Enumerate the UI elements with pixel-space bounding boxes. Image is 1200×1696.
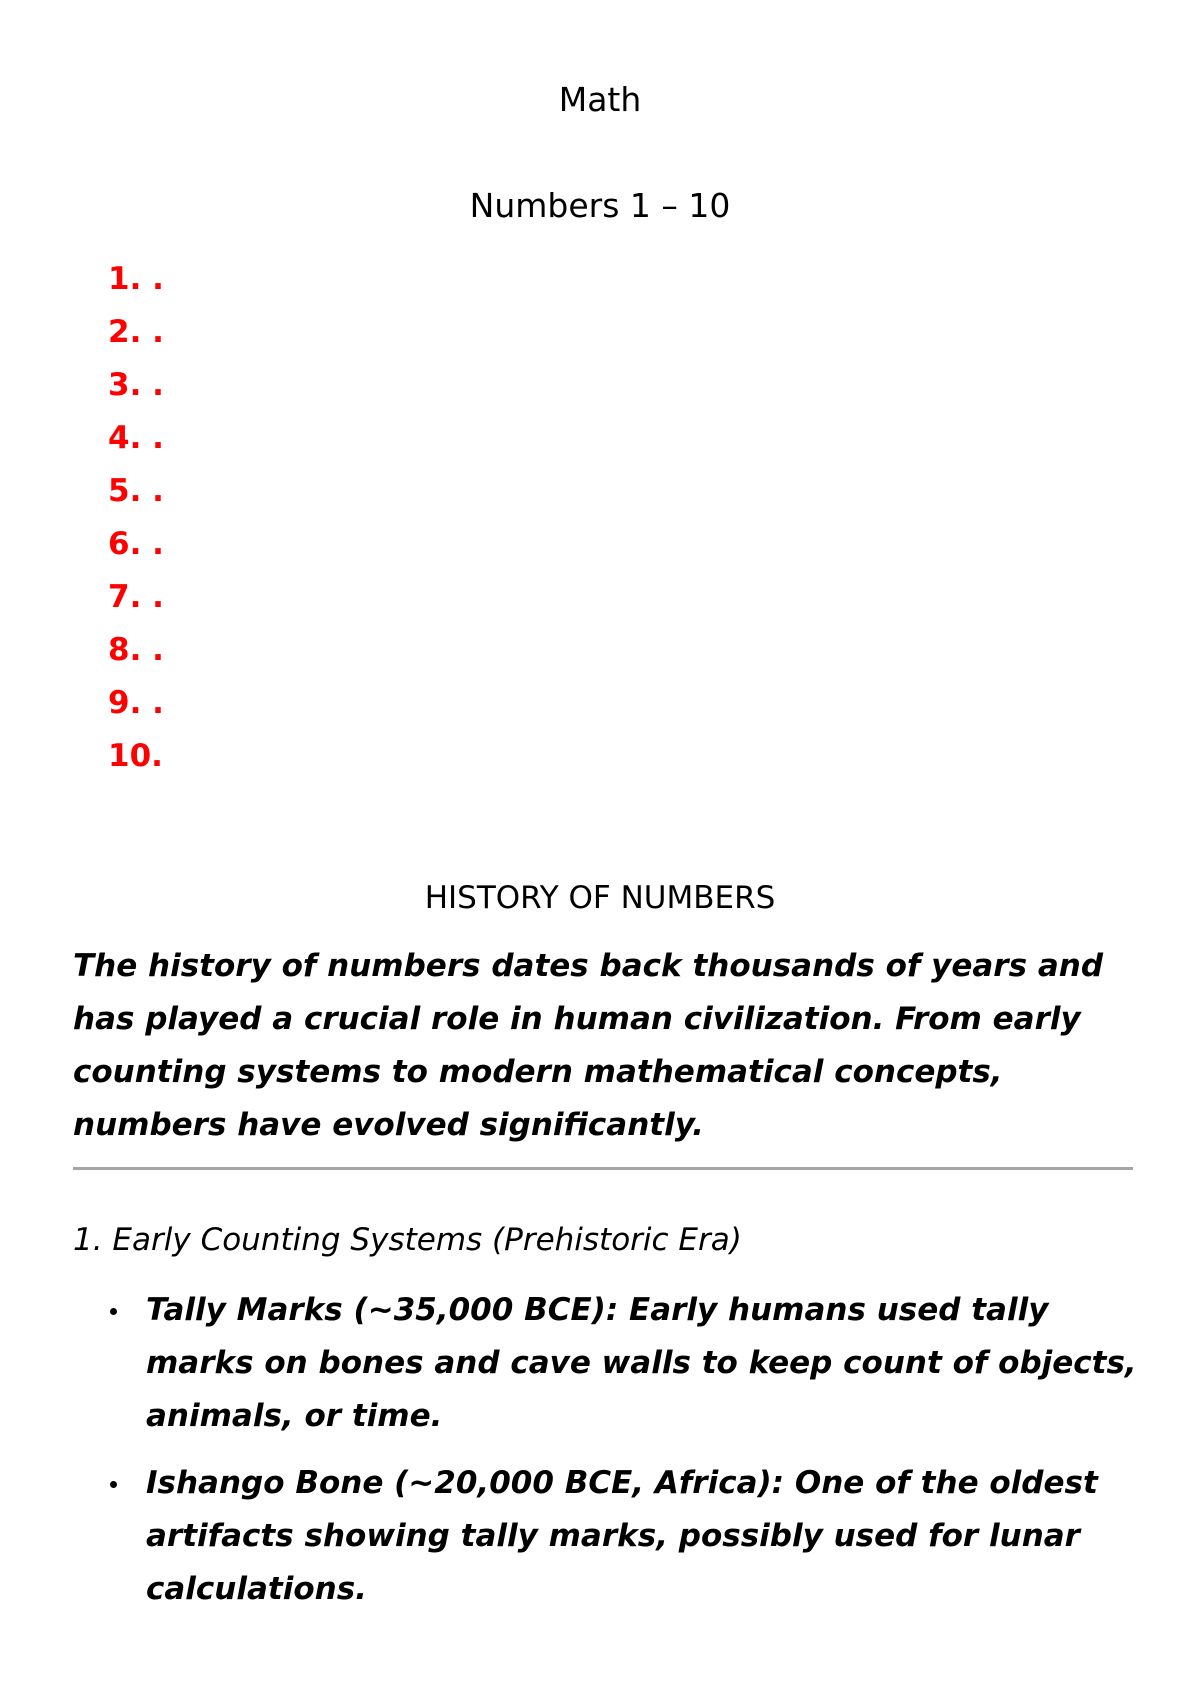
list-item: 7. . [108,579,164,615]
bullet-icon [110,1481,117,1488]
list-item: 10. [108,738,163,774]
bullet-text: Ishango Bone (~20,000 BCE, Africa): One of the oldest artifacts showing tally marks, possibly used for lunar calculations. [146,1465,1098,1607]
history-heading: HISTORY OF NUMBERS [424,880,776,916]
list-item: 1. . [108,261,164,297]
horizontal-divider [73,1167,1133,1170]
list-item: 2. . [108,314,164,350]
list-item: 6. . [108,526,164,562]
numbers-list [108,258,164,788]
list-item: 9. . [108,685,164,721]
history-intro: The history of numbers dates back thousands of years and has played a crucial role in human civilization. From early counting systems to modern mathematical concepts, numbers have evolved significantly. [73,948,1104,1143]
document-subtitle: Numbers 1 – 10 [469,186,731,225]
list-item: 3. . [108,367,164,403]
document-title: Math [558,80,642,119]
list-item: 5. . [108,473,164,509]
bullet-item-ishango-bone [108,1457,1138,1616]
bullet-icon [110,1308,117,1315]
bullet-text: Tally Marks (~35,000 BCE): Early humans used tally marks on bones and cave walls to keep count of objects, animals, or time. [146,1292,1137,1434]
section-heading-early-counting: 1. Early Counting Systems (Prehistoric Era) [73,1222,742,1258]
bullet-item-tally-marks [108,1284,1138,1443]
list-item: 4. . [108,420,164,456]
early-counting-bullets [108,1284,1138,1630]
list-item: 8. . [108,632,164,668]
